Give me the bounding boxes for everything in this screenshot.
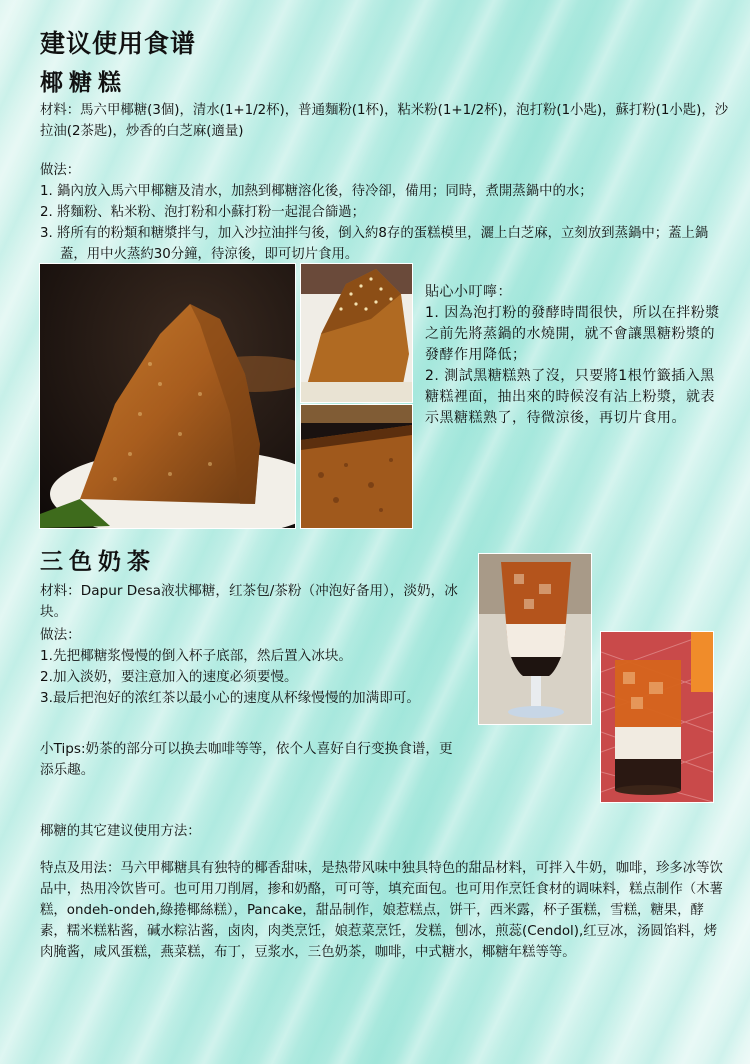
three-layer-tea-glass-photo	[478, 553, 592, 725]
other-uses-heading: 椰糖的其它建议使用方法：	[40, 824, 201, 839]
recipe2-method-label: 做法：	[40, 627, 81, 643]
recipe2-step-1: 1.先把椰糖浆慢慢的倒入杯子底部，然后置入冰块。	[40, 648, 353, 664]
recipe1-step-1: 1. 鍋內放入馬六甲椰糖及清水，加熱到椰糖溶化後，待冷卻，備用；同時，煮開蒸鍋中的水；	[40, 184, 593, 199]
recipe1-step-3: 3. 將所有的粉類和糖漿拌勻，加入沙拉油拌勻後，倒入約8存的蛋糕模里，灑上白芝麻，立刻放到蒸鍋中；蓋上鍋蓋，用中火蒸約30分鐘，待涼後，即可切片食用。	[40, 226, 709, 262]
recipe1-step-2: 2. 將麵粉、粘米粉、泡打粉和小蘇打粉一起混合篩過；	[40, 205, 366, 220]
recipe1-title: 椰糖糕	[40, 69, 127, 96]
recipe2-title: 三色奶茶	[40, 548, 156, 575]
recipe1-tip-2: 2. 測試黑糖糕熟了沒，只要將1根竹籤插入黑糖糕裡面，抽出來的時候沒有沾上粉漿，就表示黑糖糕熟了，待微涼後，再切片食用。	[425, 368, 715, 426]
recipe2-step-2: 2.加入淡奶，要注意加入的速度必须要慢。	[40, 669, 298, 685]
recipe2-step-3: 3.最后把泡好的浓红茶以最小心的速度从杯缘慢慢的加满即可。	[40, 690, 420, 706]
three-layer-tea-cup-photo	[600, 631, 714, 803]
recipe1-tips	[425, 282, 725, 429]
recipe1-method-label: 做法：	[40, 163, 81, 178]
recipe1-tip-1: 1. 因為泡打粉的發酵時間很快，所以在拌粉漿之前先將蒸鍋的水燒開，就不會讓黑糖粉漿的發酵作用降低；	[425, 305, 720, 363]
recipe2-method	[40, 625, 470, 709]
recipe1-tips-title: 貼心小叮嚀：	[425, 284, 512, 300]
palm-sugar-cake-photo	[39, 263, 296, 529]
recipe2-ingredients: 材料：Dapur Desa液状椰糖，红茶包/茶粉（冲泡好备用），淡奶，冰块。	[40, 583, 458, 620]
recipe2-tip: 小Tips:奶茶的部分可以换去咖啡等等，依个人喜好自行变换食谱，更添乐趣。	[40, 741, 453, 778]
cake-with-sesame-photo	[300, 263, 413, 403]
recipe1-method	[40, 160, 730, 265]
recipe1-ingredients: 材料：馬六甲椰糖(3個)，清水(1+1/2杯)，普通麵粉(1杯)，粘米粉(1+1/2杯)，泡打粉(1小匙)，蘇打粉(1小匙)，沙拉油(2茶匙)，炒香的白芝麻(適量)	[40, 103, 729, 139]
page-title: 建议使用食谱	[40, 29, 197, 58]
cake-slice-photo	[300, 404, 413, 529]
other-uses-body: 特点及用法：马六甲椰糖具有独特的椰香甜味，是热带风味中独具特色的甜品材料，可拌入牛奶，咖啡，珍多冰等饮品中，热用冷饮皆可。也可用刀削屑，掺和奶酪，可可等，填充面包。也可用作烹饪食材的调味料，糕点制作（木薯糕，ondeh-ondeh,綠捲椰絲糕），Pancake，甜品制作，娘惹糕点，饼干，西米露，杯子蛋糕，雪糕，糖果，酵素，糯米糕粘酱，碱水粽沾酱，卤肉，肉类烹饪，娘惹菜烹饪，发糕，刨冰，煎蕊(Cendol),红豆冰，汤圆馅料，烤肉腌酱，咸风蛋糕，燕菜糕，布丁，豆浆水，三色奶茶，咖啡，中式糖水，椰糖年糕等等。	[40, 861, 723, 960]
